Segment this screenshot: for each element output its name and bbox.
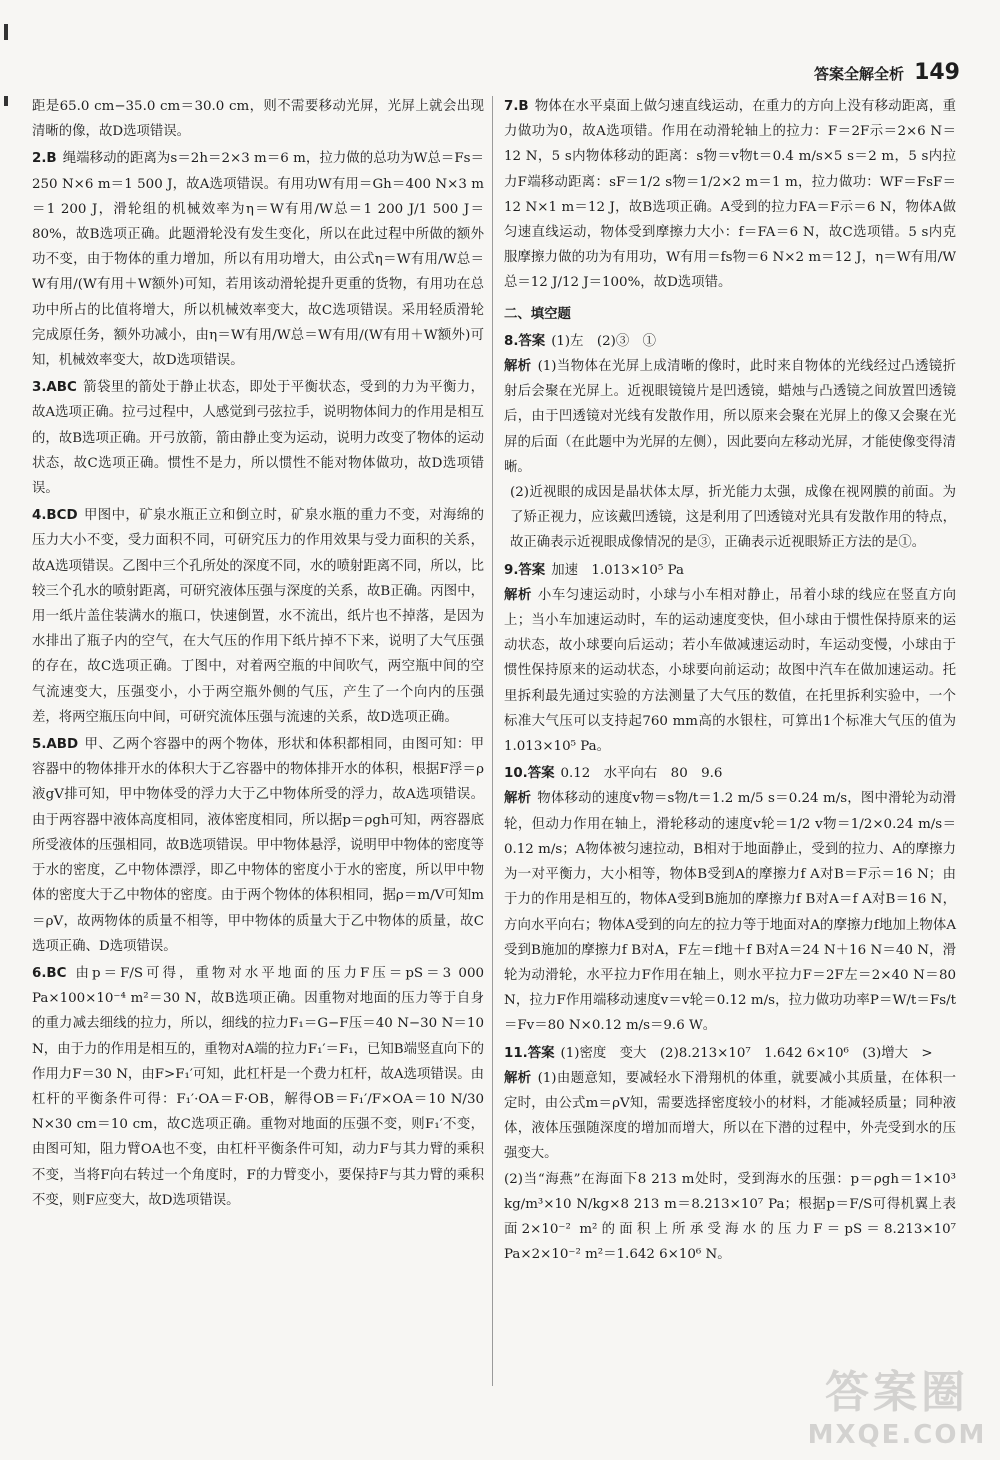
header-section-title: 答案全解全析: [814, 65, 905, 83]
answer-item: [32, 146, 484, 373]
analysis-label: 解析: [504, 587, 532, 603]
answer-number: 8.答案: [504, 333, 546, 349]
fill-in-item: [504, 329, 956, 556]
answer-item: [32, 961, 484, 1213]
answer-text: 绳端移动的距离为s＝2h＝2×3 m＝6 m，拉力做的总功为W总＝Fs＝250 N×6 m＝1 500 J，故A选项错误。有用功W有用＝Gh＝400 N×3 m＝1 200 J，滑轮组的机械效率为η＝W有用/W总＝1 200 J/1 500 J＝80%，故B选项正确。此题滑轮没有发生变化，所以在此过程中所做的额外功不变，由于物体的重力增加，所以有用功增大，由公式η＝W有用/W总＝W有用/(W有用＋W额外)可知，若用该动滑轮提升更重的货物，有用功在总功中所占的比值将增大，所以机械效率变大，故C选项错误。采用轻质滑轮完成原任务，额外功减小，由η＝W有用/W总＝W有用/(W有用＋W额外)可知，机械效率变大，故D选项错误。: [32, 151, 484, 369]
column-divider: [492, 96, 493, 1386]
answer-number: 2.B: [32, 151, 57, 167]
answer-text: 加速 1.013×10⁵ Pa: [551, 562, 684, 578]
right-column: [504, 94, 956, 1269]
answer-text: (1)密度 变大 (2)8.213×10⁷ 1.642 6×10⁶ (3)增大 >: [560, 1045, 933, 1061]
answer-item: [32, 732, 484, 959]
watermark-title: 答案圈: [825, 1367, 969, 1418]
answer-text: 距是65.0 cm−35.0 cm＝30.0 cm，则不需要移动光屏，光屏上就会出现清晰的像，故D选项错误。: [32, 99, 484, 140]
analysis-text: (1)当物体在光屏上成清晰的像时，此时来自物体的光线经过凸透镜折射后会聚在光屏上。近视眼镜镜片是凹透镜，蜡烛与凸透镜之间放置凹透镜后，由于凹透镜对光线有发散作用，所以原来会聚在光屏上的像又会聚在光屏的后面（在此题中为光屏的左侧），因此要向左移动光屏，才能使像变得清晰。: [504, 359, 957, 475]
analysis-label: 解析: [504, 791, 532, 807]
answer-item: [32, 503, 484, 730]
answer-text: 由p＝F/S可得，重物对水平地面的压力F压＝pS＝3 000 Pa×100×10⁻⁴ m²＝30 N，故B选项正确。因重物对地面的压力等于自身的重力减去细线的拉力，所以，细线的拉力F₁＝G−F压＝40 N−30 N＝10 N，由于力的作用是相互的，重物对A端的拉力F₁′＝F₁，已知B端竖直向下的作用力F＝30 N，由F>F₁′可知，此杠杆是一个费力杠杆，故A选项错误。由杠杆的平衡条件可得：F₁′·OA＝F·OB，解得OB＝F₁′/F×OA＝10 N/30 N×30 cm＝10 cm，故C选项正确。重物对地面的压强不变，则F₁′不变，由图可知，阻力臂OA也不变，由杠杆平衡条件可知，动力F与其力臂的乘积不变，当将F向右转过一个角度时，F的力臂变小，要保持F与其力臂的乘积不变，则F应变大，故D选项错误。: [32, 965, 484, 1208]
answer-number: 10.答案: [504, 766, 555, 782]
analysis-text: 物体移动的速度v物＝s物/t＝1.2 m/5 s＝0.24 m/s，图中滑轮为动滑轮，但动力作用在轴上，滑轮移动的速度v轮＝1/2 v物＝1/2×0.24 m/s＝0.12 m/s；A物体被匀速拉动，B相对于地面静止，受到的拉力、A的摩擦力为一对平衡力，大小相等，物体B受到A的摩擦力f A对B＝F示＝16 N；由于力的作用是相互的，物体A受到B施加的摩擦力f B对A＝f A对B＝16 N，方向水平向右；物体A受到的向左的拉力等于地面对A的摩擦力f地加上物体A受到B施加的摩擦力f B对A，F左＝f地＋f B对A＝24 N＋16 N＝40 N，滑轮为动滑轮，水平拉力F作用在轴上，则水平拉力F＝2F左＝2×40 N＝80 N，拉力F作用端移动速度v＝v轮＝0.12 m/s，拉力做功功率P＝W/t＝Fs/t＝Fv＝80 N×0.12 m/s＝9.6 W。: [504, 791, 957, 1034]
analysis-text: (1)由题意知，要减轻水下滑翔机的体重，就要减小其质量，在体积一定时，由公式m＝ρV知，需要选择密度较小的材料，才能减轻质量；同种液体，液体压强随深度的增加而增大，所以在下潜的过程中，外壳受到水的压强变大。: [504, 1070, 957, 1162]
analysis-label: 解析: [504, 1070, 532, 1086]
analysis-text: 小车匀速运动时，小球与小车相对静止，吊着小球的线应在竖直方向上；当小车加速运动时，车的运动速度变快，但小球由于惯性保持原来的运动状态，故小球要向后运动；若小车做减速运动时，车运动变慢，小球由于惯性保持原来的运动状态，小球要向前运动；故图中汽车在做加速运动。托里拆利最先通过实验的方法测量了大气压的数值，在托里拆利实验中，一个标准大气压可以支持起760 mm高的水银柱，可算出1个标准大气压的值为1.013×10⁵ Pa。: [504, 587, 957, 755]
analysis-text: (2)当“海燕”在海面下8 213 m处时，受到海水的压强：p＝ρgh＝1×10³ kg/m³×10 N/kg×8 213 m＝8.213×10⁷ Pa；根据p＝F/S可得机翼上表面2×10⁻² m²的面积上所承受海水的压力F＝pS＝8.213×10⁷ Pa×2×10⁻² m²＝1.642 6×10⁶ N。: [504, 1171, 956, 1263]
answer-text: 0.12 水平向右 80 9.6: [560, 766, 723, 782]
left-column: [32, 94, 484, 1215]
answer-number: 4.BCD: [32, 508, 78, 524]
binding-mark-middle: [4, 96, 8, 106]
answer-item: [32, 375, 484, 501]
answer-text: 物体在水平桌面上做匀速直线运动，在重力的方向上没有移动距离，重力做功为0，故A选项错。作用在动滑轮轴上的拉力：F＝2F示＝2×6 N＝12 N，5 s内物体移动的距离：s物＝v物t＝0.4 m/s×5 s＝2 m，5 s内拉力F端移动距离：sF＝1/2 s物＝1/2×2 m＝1 m，拉力做功：WF＝FsF＝12 N×1 m＝12 J，故B选项正确。A受到的拉力FA＝F示＝6 N，物体A做匀速直线运动，物体受到摩擦力大小：f＝FA＝6 N，故C选项错。5 s内克服摩擦力做的功为有用功，W有用＝fs物＝6 N×2 m＝12 J，η＝W有用/W总＝12 J/12 J＝100%，故D选项错。: [504, 99, 956, 291]
answer-item: [32, 94, 484, 144]
answer-number: 11.答案: [504, 1045, 555, 1061]
answer-item: [504, 94, 956, 296]
answer-number: 6.BC: [32, 965, 67, 981]
fill-in-item: [504, 558, 956, 760]
section-heading: 二、填空题: [504, 306, 571, 322]
fill-in-item: [504, 761, 956, 1038]
answer-number: 7.B: [504, 99, 529, 114]
answer-number: 9.答案: [504, 562, 546, 578]
answer-text: 甲图中，矿泉水瓶正立和倒立时，矿泉水瓶的重力不变，对海绵的压力大小不变，受力面积不同，可研究压力的作用效果与受力面积的关系，故A选项错误。乙图中三个孔所处的深度不同，水的喷射距离不同，所以，比较三个孔水的喷射距离，可研究液体压强与深度的关系，故B正确。丙图中，用一纸片盖住装满水的瓶口，快速倒置，水不流出，纸片也不掉落，是因为水排出了瓶子内的空气，在大气压的作用下纸片掉不下来，说明了大气压强的存在，故C选项正确。丁图中，对着两空瓶的中间吹气，两空瓶中间的空气流速变大，压强变小，小于两空瓶外侧的气压，产生了一个向内的压强差，将两空瓶压向中间，可研究流体压强与流速的关系，故D选项正确。: [32, 508, 484, 725]
analysis-text: (2)近视眼的成因是晶状体太厚，折光能力太强，成像在视网膜的前面。为了矫正视力，应该戴凹透镜，这是利用了凹透镜对光具有发散作用的特点，故正确表示近视眼成像情况的是③，正确表示近视眼矫正方法的是①。: [510, 485, 956, 551]
analysis-label: 解析: [504, 359, 532, 375]
watermark-url: MXQE.COM: [807, 1420, 987, 1450]
binding-mark-top: [4, 24, 8, 40]
answer-number: 3.ABC: [32, 380, 77, 396]
answer-text: 甲、乙两个容器中的两个物体，形状和体积都相同，由图可知：甲容器中的物体排开水的体积大于乙容器中的物体排开水的体积，根据F浮＝ρ液gV排可知，甲中物体受的浮力大于乙中物体所受的浮力，故A选项错误。由于两容器中液体高度相同，液体密度相同，所以据p＝ρgh可知，两容器底所受液体的压强相同，故B选项错误。甲中物体悬浮，说明甲中物体的密度等于水的密度，乙中物体漂浮，即乙中物体的密度小于水的密度，所以甲中物体的密度大于乙中物体的密度。由于两个物体的体积相同，据ρ＝m/V可知m＝ρV，故两物体的质量不相等，甲中物体的质量大于乙中物体的质量，故C选项正确、D选项错误。: [32, 737, 484, 954]
fill-in-item: [504, 1041, 956, 1268]
answer-text: 箭袋里的箭处于静止状态，即处于平衡状态，受到的力为平衡力，故A选项正确。拉弓过程中，人感觉到弓弦拉手，说明物体间力的作用是相互的，故B选项正确。开弓放箭，箭由静止变为运动，说明力改变了物体的运动状态，故C选项正确。惯性不是力，所以惯性不能对物体做功，故D选项错误。: [32, 380, 484, 497]
answer-number: 5.ABD: [32, 737, 79, 753]
answer-text: (1)左 (2)③ ①: [551, 333, 657, 349]
page-header: [814, 60, 960, 85]
watermark-logo: [807, 1360, 987, 1450]
page-number: 149: [914, 60, 960, 85]
